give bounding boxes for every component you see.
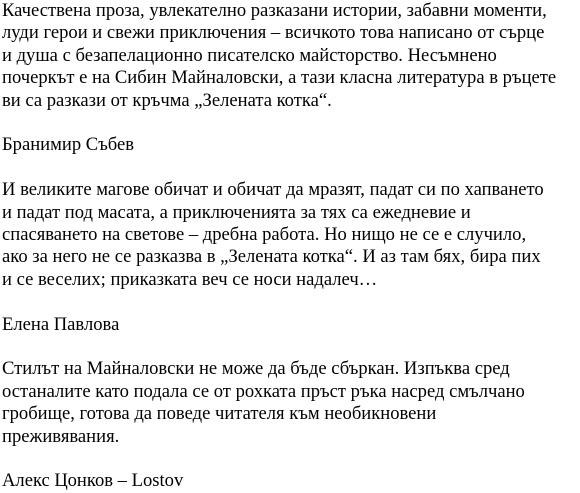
review-paragraph-2 [2,179,578,291]
paragraph-spacer [2,112,578,134]
text-line: и душа с безапелационно писателско майсторство. Несъмнено [2,44,497,66]
text-line: Качествена проза, увлекателно разказани истории, забавни моменти, [2,0,547,21]
text-line: луди герои и свежи приключения – всичкото това написано от сърце [2,22,545,44]
text-line: почеркът е на Сибин Майналовски, а тази класна литература в ръцете [2,67,557,89]
paragraph-spacer [2,336,578,358]
paragraph-spacer [2,291,578,313]
review-author-1 [2,134,578,156]
review-author-2 [2,314,578,336]
text-line: и се веселих; приказката веч се носи надалеч… [2,268,378,290]
text-line: И великите магове обичат и обичат да мразят, падат си по хапването [2,179,544,201]
text-line: останалите като подала се от рохката пръст ръка насред смълчано [2,380,525,402]
author-name: Елена Павлова [2,313,120,335]
text-line: ако за него не се разказва в „Зелената котка“. И аз там бях, бира пих [2,246,541,268]
review-page [2,0,578,493]
author-name: Алекс Цонков – Lostov [2,470,184,492]
text-line: ви са разкази от кръчма „Зелената котка“. [2,89,332,111]
paragraph-spacer [2,448,578,470]
text-line: и падат под масата, а приключенията за тях са ежедневие и [2,201,471,223]
text-line: преживявания. [2,425,120,447]
text-line: гробище, готова да поведе читателя към необикновени [2,403,437,425]
text-line: Стилът на Майналовски не може да бъде сбъркан. Изпъква сред [2,358,510,380]
author-name: Бранимир Събев [2,134,135,156]
text-line: спасяването на светове – дребна работа. Но нищо не се е случило, [2,224,527,246]
review-paragraph-1 [2,0,578,112]
paragraph-spacer [2,157,578,179]
review-paragraph-3 [2,358,578,448]
